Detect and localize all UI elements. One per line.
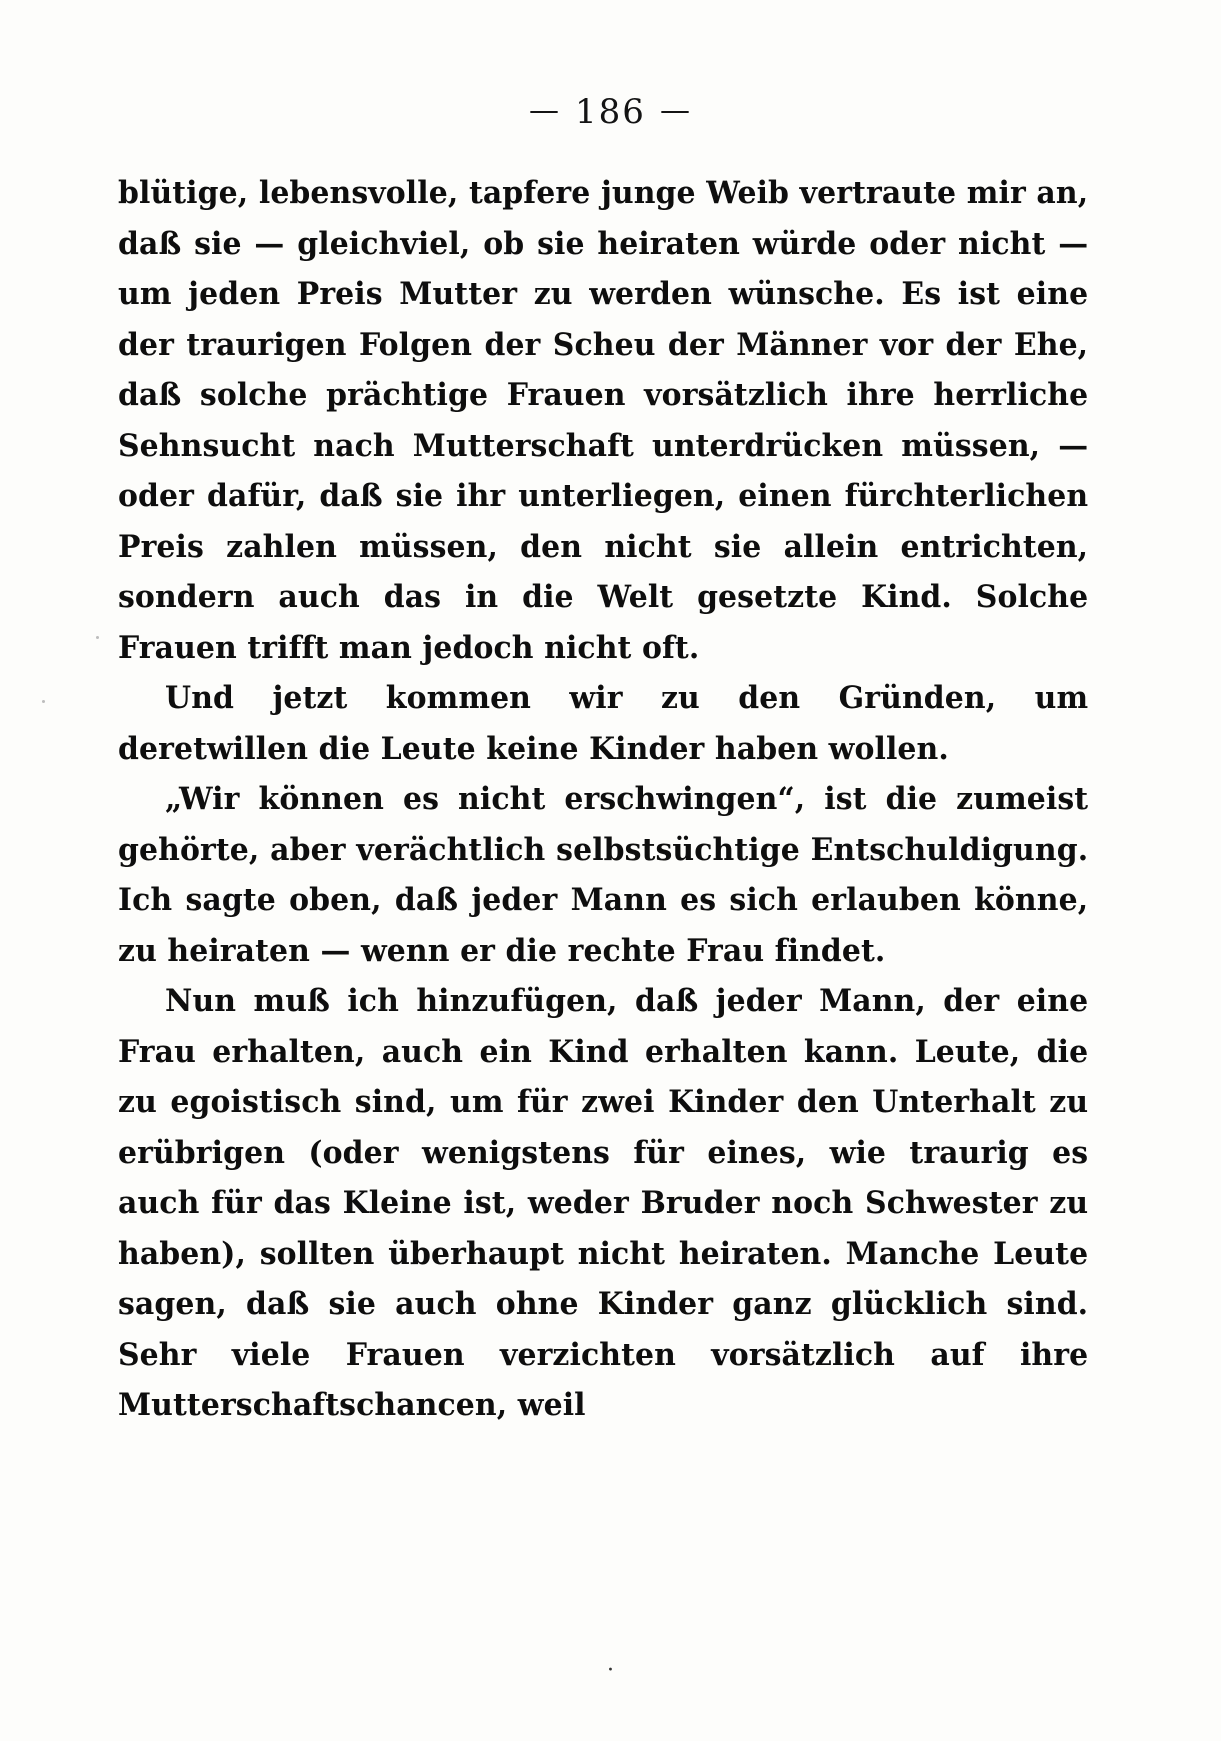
footer-mark: · bbox=[607, 1658, 614, 1683]
paragraph-3: „Wir können es nicht erschwingen“, ist die zumeist gehörte, aber verächtlich selbstsüchtige Entschuldigung. Ich sagte oben, daß jeder Mann es sich erlauben könne, zu heiraten — wenn er die rechte Frau findet. bbox=[118, 781, 1089, 969]
paragraph-4: Nun muß ich hinzufügen, daß jeder Mann, der eine Frau erhalten, auch ein Kind erhalten kann. Leute, die zu egoistisch sind, um für zwei Kinder den Unterhalt zu erübrigen (oder wenigstens für eines, wie traurig es auch für das Kleine ist, weder Bruder noch Schwester zu haben), sollten überhaupt nicht heiraten. Manche Leute sagen, daß sie auch ohne Kinder ganz glücklich sind. Sehr viele Frauen verzichten vorsätzlich auf ihre Mutterschaftschancen, weil bbox=[118, 983, 1089, 1423]
header-dash-left: — bbox=[529, 93, 562, 128]
page-number: 186 bbox=[575, 92, 646, 132]
page-speck bbox=[42, 700, 45, 703]
paragraph-2: Und jetzt kommen wir zu den Gründen, um deretwillen die Leute keine Kinder haben wollen. bbox=[118, 680, 1089, 767]
page-header bbox=[0, 92, 1221, 132]
paragraph-1: blütige, lebensvolle, tapfere junge Weib vertraute mir an, daß sie — gleichviel, ob sie heiraten würde oder nicht — um jeden Preis Mutter zu werden wünsche. Es ist eine der traurigen Folgen der Scheu der Männer vor der Ehe, daß solche prächtige Frauen vorsätzlich ihre herrliche Sehnsucht nach Mutterschaft unterdrücken müssen, — oder dafür, daß sie ihr unterliegen, einen fürchterlichen Preis zahlen müssen, den nicht sie allein entrichten, sondern auch das in die Welt gesetzte Kind. Solche Frauen trifft man jedoch nicht oft. bbox=[118, 175, 1089, 666]
page-speck bbox=[96, 636, 99, 639]
body-text bbox=[118, 168, 1108, 1431]
header-dash-right: — bbox=[659, 93, 692, 128]
